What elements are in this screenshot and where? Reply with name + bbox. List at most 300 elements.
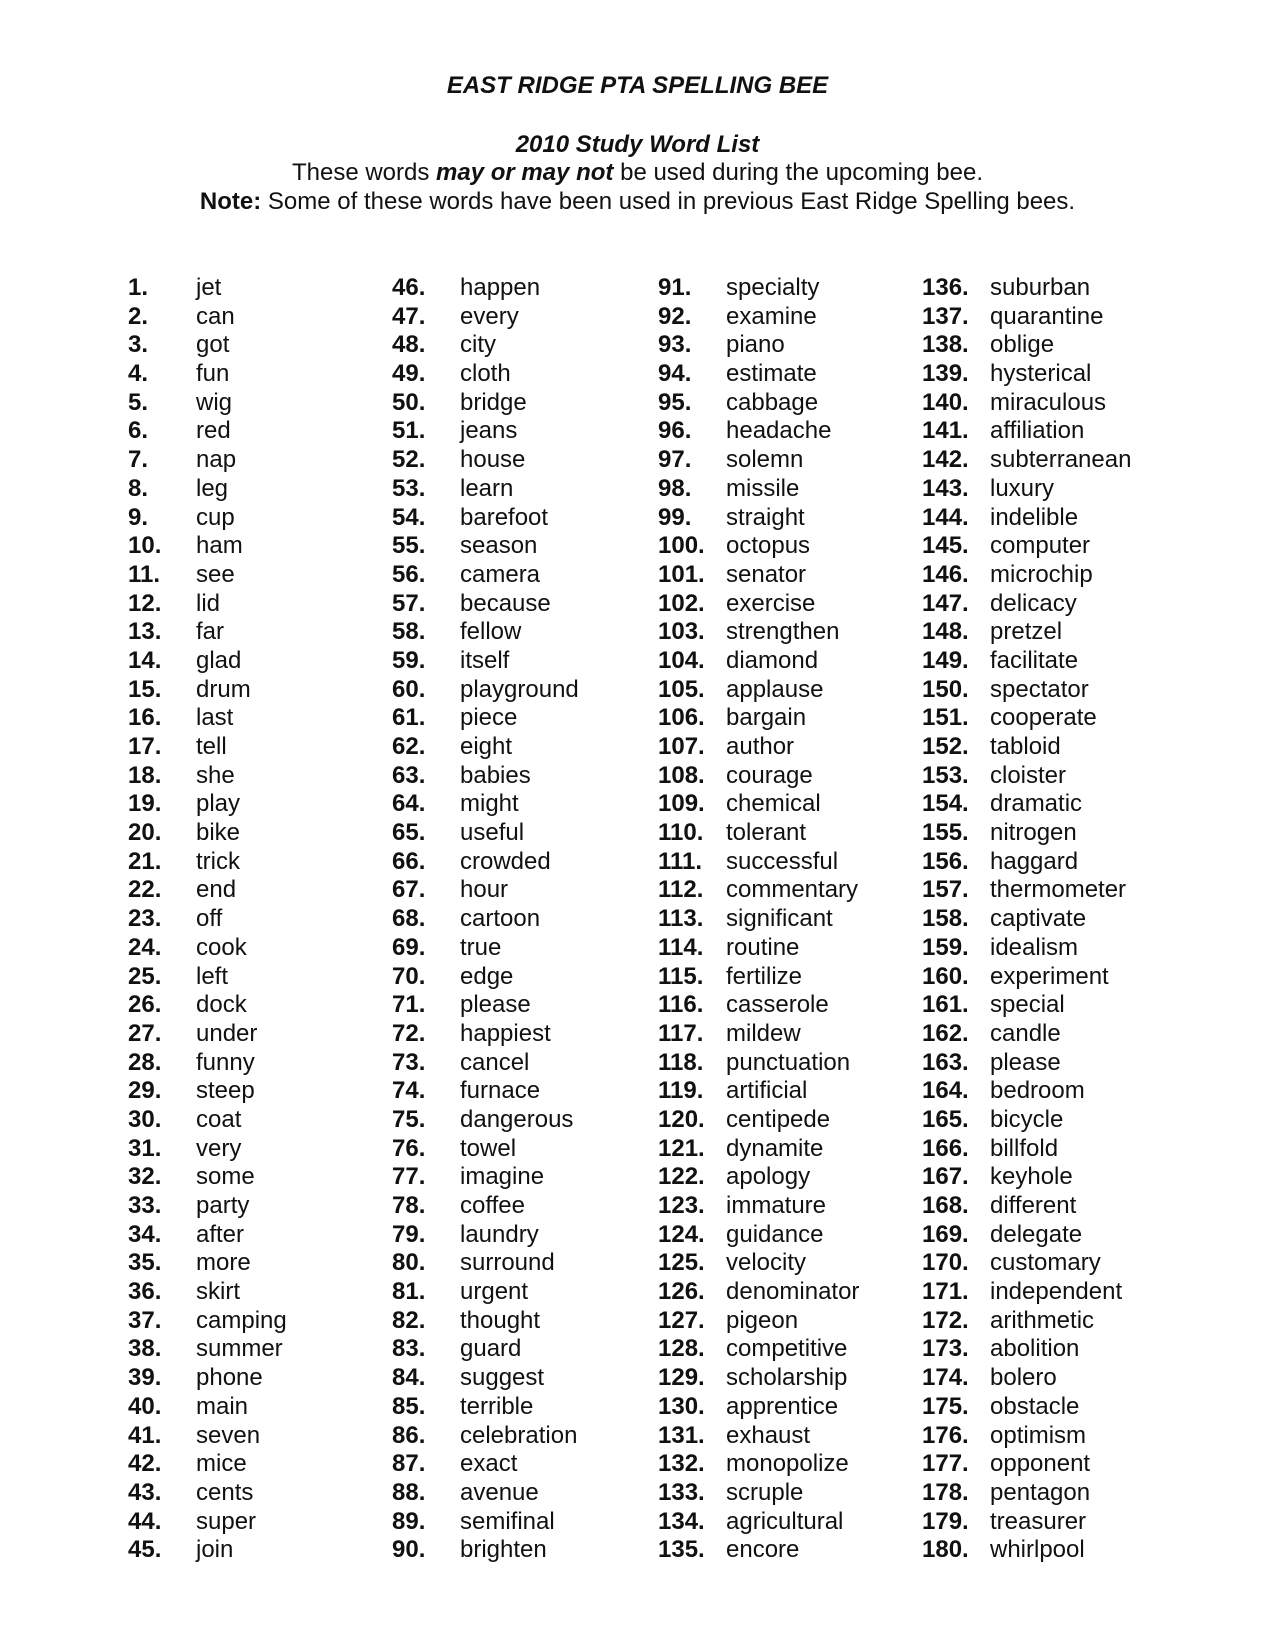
word-text: quarantine	[990, 302, 1104, 330]
word-number: 103.	[658, 618, 705, 646]
word-text: courage	[726, 761, 813, 789]
word-text: luxury	[990, 474, 1055, 502]
word-number: 39.	[128, 1364, 162, 1392]
word-number: 81.	[392, 1278, 426, 1306]
word-entry	[392, 733, 652, 762]
word-text: laundry	[460, 1220, 539, 1248]
word-text: left	[196, 962, 229, 990]
word-text: keyhole	[990, 1163, 1073, 1191]
word-entry	[128, 704, 388, 733]
word-number: 115.	[658, 962, 704, 990]
word-text: camping	[196, 1306, 287, 1334]
word-number: 175.	[922, 1392, 969, 1420]
word-entry	[658, 331, 918, 360]
word-text: last	[196, 704, 234, 732]
word-entry	[658, 504, 918, 533]
word-entry	[922, 704, 1182, 733]
word-number: 138.	[922, 331, 969, 359]
word-text: cabbage	[726, 388, 819, 416]
word-number: 51.	[392, 417, 426, 445]
word-entry	[128, 532, 388, 561]
word-entry	[658, 848, 918, 877]
word-entry	[922, 1135, 1182, 1164]
word-number: 78.	[392, 1192, 426, 1219]
word-text: more	[196, 1249, 251, 1277]
word-number: 43.	[128, 1478, 162, 1506]
word-number: 80.	[392, 1249, 426, 1277]
word-number: 70.	[392, 962, 426, 990]
word-text: computer	[990, 532, 1091, 560]
word-entry	[658, 963, 918, 992]
word-entry	[128, 504, 388, 533]
word-number: 104.	[658, 646, 705, 674]
word-text: applause	[726, 675, 824, 703]
word-text: bridge	[460, 388, 527, 416]
word-number: 10.	[128, 532, 162, 560]
word-text: captivate	[990, 905, 1087, 933]
word-text: edge	[460, 962, 514, 990]
word-entry	[392, 790, 652, 819]
word-number: 48.	[392, 331, 426, 359]
word-text: cup	[196, 503, 235, 531]
word-number: 42.	[128, 1450, 162, 1478]
word-entry	[128, 618, 388, 647]
word-entry	[658, 1278, 918, 1307]
word-number: 72.	[392, 1019, 426, 1047]
word-number: 180.	[922, 1536, 969, 1564]
word-number: 49.	[392, 360, 426, 388]
word-number: 156.	[922, 847, 969, 875]
word-text: optimism	[990, 1421, 1087, 1449]
word-text: cents	[196, 1478, 254, 1506]
word-entry	[128, 274, 388, 303]
word-number: 47.	[392, 302, 426, 330]
word-number: 131.	[658, 1421, 705, 1449]
note-label: Note:	[199, 188, 262, 215]
word-entry	[128, 819, 388, 848]
word-number: 128.	[658, 1335, 705, 1363]
word-entry	[128, 1077, 388, 1106]
word-text: competitive	[726, 1335, 848, 1363]
word-entry	[658, 303, 918, 332]
word-text: senator	[726, 560, 807, 588]
word-entry	[658, 1020, 918, 1049]
word-number: 60.	[392, 675, 426, 703]
word-text: missile	[726, 474, 800, 502]
word-text: cloth	[460, 360, 511, 388]
word-number: 174.	[922, 1364, 969, 1392]
word-number: 8.	[128, 474, 149, 502]
word-text: subterranean	[990, 446, 1132, 474]
word-entry	[658, 733, 918, 762]
word-number: 160.	[922, 962, 969, 990]
word-entry	[922, 1364, 1182, 1393]
word-entry	[392, 876, 652, 905]
word-text: different	[990, 1192, 1077, 1219]
word-text: camera	[460, 560, 541, 588]
word-text: avenue	[460, 1478, 539, 1506]
word-text: special	[990, 991, 1065, 1019]
word-entry	[128, 417, 388, 446]
word-entry	[392, 532, 652, 561]
word-entry	[922, 1508, 1182, 1537]
word-number: 143.	[922, 474, 969, 502]
word-text: thermometer	[990, 876, 1127, 904]
word-text: fertilize	[726, 962, 803, 990]
word-text: babies	[460, 761, 531, 789]
word-text: facilitate	[990, 646, 1079, 674]
word-number: 3.	[128, 331, 149, 359]
word-number: 30.	[128, 1105, 162, 1133]
word-number: 125.	[658, 1249, 705, 1277]
word-number: 140.	[922, 388, 969, 416]
word-entry	[922, 618, 1182, 647]
word-number: 2.	[128, 302, 149, 330]
word-entry	[922, 446, 1182, 475]
word-text: phone	[196, 1364, 263, 1392]
word-entry	[128, 1335, 388, 1364]
word-text: surround	[460, 1249, 555, 1277]
word-text: significant	[726, 905, 833, 933]
word-entry	[128, 1221, 388, 1250]
word-text: commentary	[726, 876, 859, 904]
word-number: 87.	[392, 1450, 426, 1478]
word-text: solemn	[726, 446, 804, 474]
word-number: 159.	[922, 933, 969, 961]
word-number: 162.	[922, 1019, 969, 1047]
word-text: tolerant	[726, 819, 807, 847]
word-number: 105.	[658, 675, 705, 703]
word-text: happiest	[460, 1019, 551, 1047]
word-text: under	[196, 1019, 258, 1047]
word-number: 56.	[392, 560, 426, 588]
word-entry	[922, 1106, 1182, 1135]
word-entry	[392, 590, 652, 619]
word-text: straight	[726, 503, 805, 531]
word-number: 153.	[922, 761, 969, 789]
word-text: please	[460, 991, 531, 1019]
word-number: 27.	[128, 1019, 162, 1047]
word-entry	[392, 446, 652, 475]
word-number: 14.	[128, 646, 162, 674]
word-text: billfold	[990, 1134, 1059, 1162]
word-text: exhaust	[726, 1421, 811, 1449]
word-text: idealism	[990, 933, 1079, 961]
word-number: 120.	[658, 1105, 705, 1133]
word-text: headache	[726, 417, 832, 445]
word-number: 90.	[392, 1536, 426, 1564]
word-number: 68.	[392, 905, 426, 933]
word-number: 116.	[658, 991, 704, 1019]
word-entry	[922, 1278, 1182, 1307]
word-number: 84.	[392, 1364, 426, 1392]
word-entry	[392, 647, 652, 676]
word-number: 85.	[392, 1392, 426, 1420]
word-entry	[922, 1536, 1182, 1565]
word-text: miraculous	[990, 388, 1107, 416]
word-text: dangerous	[460, 1105, 574, 1133]
word-entry	[658, 1479, 918, 1508]
word-entry	[922, 762, 1182, 791]
word-entry	[128, 1364, 388, 1393]
word-number: 41.	[128, 1421, 162, 1449]
word-number: 101.	[658, 560, 705, 588]
word-text: towel	[460, 1134, 517, 1162]
word-entry	[658, 790, 918, 819]
word-text: specialty	[726, 274, 820, 301]
word-text: playground	[460, 675, 579, 703]
word-entry	[128, 1049, 388, 1078]
word-entry	[922, 1479, 1182, 1508]
word-entry	[128, 963, 388, 992]
word-number: 7.	[128, 446, 149, 474]
word-entry	[392, 762, 652, 791]
word-number: 94.	[658, 360, 692, 388]
word-entry	[922, 303, 1182, 332]
word-number: 97.	[658, 446, 692, 474]
word-entry	[392, 1307, 652, 1336]
word-entry	[658, 475, 918, 504]
word-number: 107.	[658, 733, 705, 760]
word-number: 65.	[392, 819, 426, 847]
word-entry	[922, 1221, 1182, 1250]
word-entry	[922, 1192, 1182, 1221]
word-number: 165.	[922, 1105, 969, 1133]
word-entry	[128, 446, 388, 475]
word-text: learn	[460, 474, 514, 502]
word-number: 124.	[658, 1220, 705, 1248]
word-number: 118.	[658, 1048, 704, 1076]
word-text: artificial	[726, 1077, 808, 1105]
word-text: microchip	[990, 560, 1093, 588]
word-text: funny	[196, 1048, 255, 1076]
word-text: summer	[196, 1335, 283, 1363]
word-number: 89.	[392, 1507, 426, 1535]
word-number: 82.	[392, 1306, 426, 1334]
word-number: 55.	[392, 532, 426, 560]
word-entry	[128, 1278, 388, 1307]
word-number: 91.	[658, 274, 692, 301]
word-entry	[922, 1049, 1182, 1078]
word-text: apprentice	[726, 1392, 839, 1420]
word-text: nap	[196, 446, 237, 474]
word-number: 24.	[128, 933, 162, 961]
word-entry	[128, 360, 388, 389]
word-entry	[392, 934, 652, 963]
word-entry	[392, 1450, 652, 1479]
word-entry	[658, 762, 918, 791]
word-number: 15.	[128, 675, 162, 703]
word-number: 38.	[128, 1335, 162, 1363]
word-number: 33.	[128, 1192, 162, 1219]
word-text: immature	[726, 1192, 827, 1219]
word-number: 35.	[128, 1249, 162, 1277]
word-number: 52.	[392, 446, 426, 474]
word-text: cancel	[460, 1048, 530, 1076]
word-entry	[392, 1221, 652, 1250]
word-number: 40.	[128, 1392, 162, 1420]
word-text: happen	[460, 274, 541, 301]
word-number: 144.	[922, 503, 969, 531]
word-text: after	[196, 1220, 245, 1248]
word-number: 46.	[392, 274, 426, 301]
word-entry	[128, 647, 388, 676]
word-entry	[392, 561, 652, 590]
word-text: author	[726, 733, 795, 760]
word-number: 92.	[658, 302, 692, 330]
word-entry	[922, 1450, 1182, 1479]
word-entry	[658, 618, 918, 647]
word-entry	[128, 1508, 388, 1537]
word-text: skirt	[196, 1278, 240, 1306]
word-text: pigeon	[726, 1306, 799, 1334]
word-entry	[922, 819, 1182, 848]
word-number: 44.	[128, 1507, 162, 1535]
word-entry	[658, 274, 918, 303]
word-text: lid	[196, 589, 221, 617]
word-entry	[392, 991, 652, 1020]
word-entry	[658, 532, 918, 561]
word-text: urgent	[460, 1278, 529, 1306]
word-number: 135.	[658, 1536, 705, 1564]
word-number: 69.	[392, 933, 426, 961]
word-entry	[128, 991, 388, 1020]
word-text: punctuation	[726, 1048, 851, 1076]
word-text: delegate	[990, 1220, 1083, 1248]
word-number: 99.	[658, 503, 692, 531]
word-number: 34.	[128, 1220, 162, 1248]
word-entry	[128, 331, 388, 360]
word-entry	[392, 303, 652, 332]
word-text: she	[196, 761, 235, 789]
description-suffix: be used during the upcoming bee.	[613, 159, 984, 186]
word-number: 25.	[128, 962, 162, 990]
word-entry	[392, 676, 652, 705]
word-text: because	[460, 589, 551, 617]
word-entry	[128, 1536, 388, 1565]
word-number: 148.	[922, 618, 969, 646]
word-entry	[658, 1364, 918, 1393]
word-entry	[658, 876, 918, 905]
word-text: spectator	[990, 675, 1089, 703]
word-text: pretzel	[990, 618, 1063, 646]
word-text: every	[460, 302, 519, 330]
word-text: mice	[196, 1450, 247, 1478]
word-number: 134.	[658, 1507, 705, 1535]
word-text: can	[196, 302, 235, 330]
word-number: 109.	[658, 790, 705, 818]
word-number: 122.	[658, 1163, 705, 1191]
word-text: bedroom	[990, 1077, 1085, 1105]
word-number: 100.	[658, 532, 705, 560]
word-text: ham	[196, 532, 243, 560]
word-entry	[392, 1049, 652, 1078]
word-column-3	[658, 274, 918, 1565]
word-entry	[128, 848, 388, 877]
word-entry	[128, 303, 388, 332]
word-text: furnace	[460, 1077, 541, 1105]
word-text: guard	[460, 1335, 522, 1363]
document-title: EAST RIDGE PTA SPELLING BEE	[446, 72, 829, 99]
word-entry	[392, 504, 652, 533]
word-number: 18.	[128, 761, 162, 789]
word-number: 121.	[658, 1134, 705, 1162]
word-entry	[392, 1135, 652, 1164]
word-text: crowded	[460, 847, 551, 875]
word-entry	[658, 1106, 918, 1135]
word-number: 74.	[392, 1077, 426, 1105]
word-text: piano	[726, 331, 785, 359]
word-number: 102.	[658, 589, 705, 617]
word-number: 31.	[128, 1134, 162, 1162]
word-text: nitrogen	[990, 819, 1077, 847]
word-number: 166.	[922, 1134, 969, 1162]
word-entry	[922, 389, 1182, 418]
word-entry	[658, 446, 918, 475]
word-entry	[392, 704, 652, 733]
word-text: leg	[196, 474, 229, 502]
word-entry	[922, 963, 1182, 992]
word-entry	[392, 360, 652, 389]
word-entry	[392, 475, 652, 504]
word-entry	[392, 1278, 652, 1307]
word-number: 137.	[922, 302, 969, 330]
word-number: 117.	[658, 1019, 704, 1047]
word-text: oblige	[990, 331, 1055, 359]
word-entry	[658, 1135, 918, 1164]
word-number: 59.	[392, 646, 426, 674]
word-text: strengthen	[726, 618, 840, 646]
word-text: dynamite	[726, 1134, 824, 1162]
word-number: 142.	[922, 446, 969, 474]
word-number: 158.	[922, 905, 969, 933]
word-text: dock	[196, 991, 247, 1019]
word-entry	[658, 1307, 918, 1336]
word-entry	[922, 676, 1182, 705]
word-entry	[392, 417, 652, 446]
description-prefix: These words	[291, 159, 437, 186]
word-number: 29.	[128, 1077, 162, 1105]
word-text: exercise	[726, 589, 816, 617]
word-text: centipede	[726, 1105, 831, 1133]
word-number: 22.	[128, 876, 162, 904]
word-text: seven	[196, 1421, 261, 1449]
word-number: 61.	[392, 704, 426, 732]
word-entry	[922, 274, 1182, 303]
word-entry	[128, 905, 388, 934]
word-text: affiliation	[990, 417, 1085, 445]
word-text: brighten	[460, 1536, 547, 1564]
word-number: 95.	[658, 388, 692, 416]
word-text: cook	[196, 933, 247, 961]
word-text: hour	[460, 876, 509, 904]
word-entry	[658, 647, 918, 676]
word-number: 127.	[658, 1306, 705, 1334]
word-entry	[128, 1163, 388, 1192]
word-entry	[658, 1508, 918, 1537]
word-entry	[392, 618, 652, 647]
word-number: 164.	[922, 1077, 969, 1105]
word-number: 147.	[922, 589, 969, 617]
word-entry	[922, 1393, 1182, 1422]
word-entry	[658, 905, 918, 934]
word-text: steep	[196, 1077, 255, 1105]
word-text: treasurer	[990, 1507, 1087, 1535]
word-text: useful	[460, 819, 525, 847]
word-number: 71.	[392, 991, 426, 1019]
word-text: cooperate	[990, 704, 1097, 732]
word-number: 130.	[658, 1392, 705, 1420]
